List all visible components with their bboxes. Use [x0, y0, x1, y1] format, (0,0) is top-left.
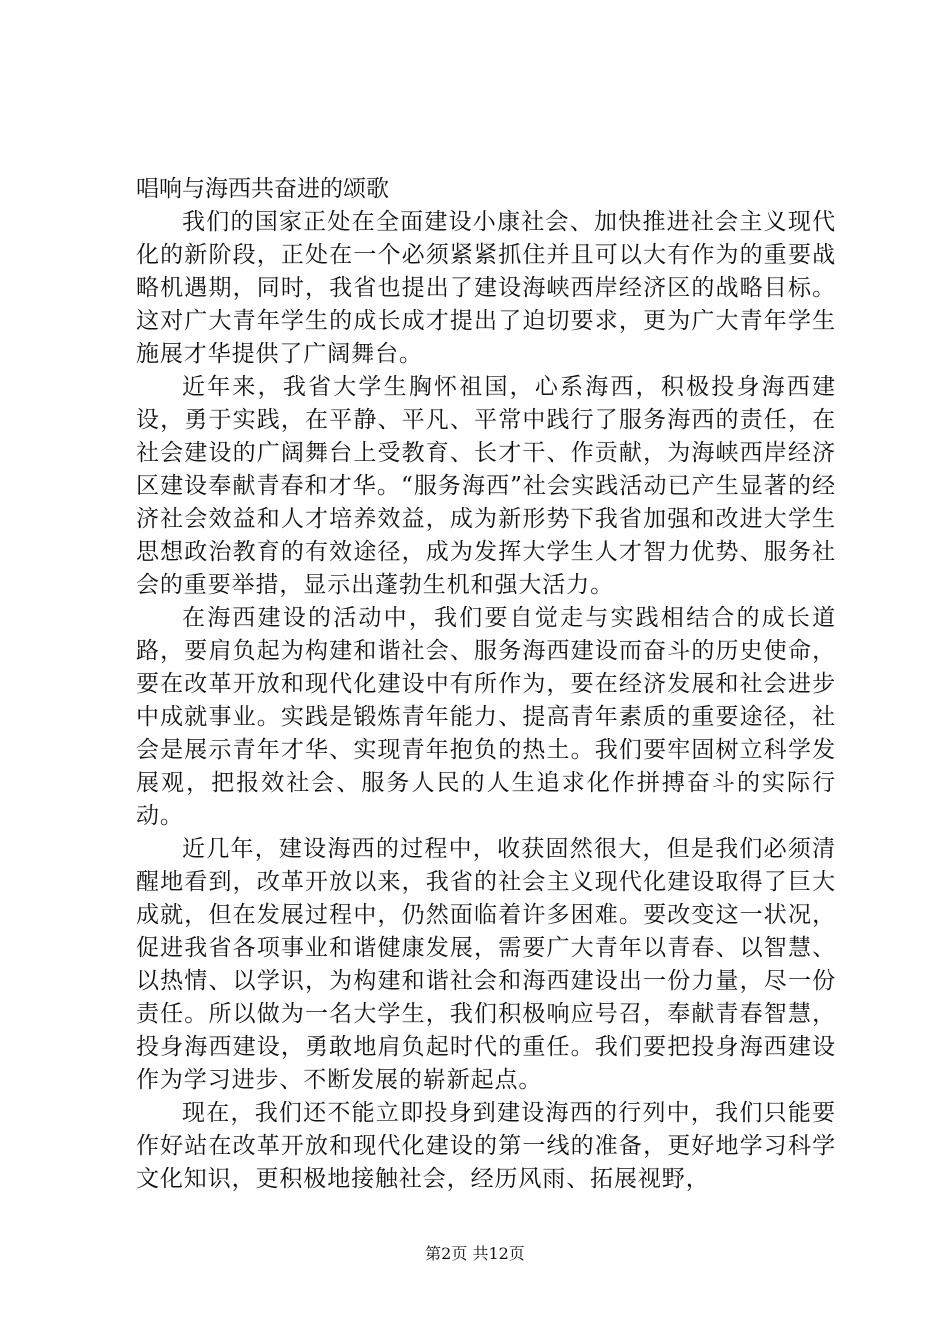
paragraph-1: 我们的国家正处在全面建设小康社会、加快推进社会主义现代化的新阶段，正处在一个必须紧紧抓住并且可以大有作为的重要战略机遇期，同时，我省也提出了建设海峡西岸经济区的战略目标。这对广大青年学生的成长成才提出了迫切要求，更为广大青年学生施展才华提供了广阔舞台。 — [136, 209, 836, 367]
page-number-footer: 第2页 共12页 — [425, 1244, 525, 1263]
paragraph-4: 近几年，建设海西的过程中，收获固然很大，但是我们必须清醒地看到，改革开放以来，我省的社会主义现代化建设取得了巨大成就，但在发展过程中，仍然面临着许多困难。要改变这一状况，促进我省各项事业和谐健康发展，需要广大青年以青春、以智慧、以热情、以学识，为构建和谐社会和海西建设出一份力量，尽一份责任。所以做为一名大学生，我们积极响应号召，奉献青春智慧，投身海西建设，勇敢地肩负起时代的重任。我们要把投身海西建设作为学习进步、不断发展的崭新起点。 — [136, 836, 836, 1093]
paragraph-2: 近年来，我省大学生胸怀祖国，心系海西，积极投身海西建设，勇于实践，在平静、平凡、平常中践行了服务海西的责任，在社会建设的广阔舞台上受教育、长才干、作贡献，为海峡西岸经济区建设奉献青春和才华。“服务海西”社会实践活动已产生显著的经济社会效益和人才培养效益，成为新形势下我省加强和改进大学生思想政治教育的有效途径，成为发挥大学生人才智力优势、服务社会的重要举措，显示出蓬勃生机和强大活力。 — [136, 374, 836, 598]
document-title: 唱响与海西共奋进的颂歌 — [136, 176, 389, 202]
paragraph-5: 现在，我们还不能立即投身到建设海西的行列中，我们只能要作好站在改革开放和现代化建设的第一线的准备，更好地学习科学文化知识，更积极地接触社会，经历风雨、拓展视野， — [136, 1100, 836, 1192]
document-body — [136, 173, 836, 1196]
paragraph-3: 在海西建设的活动中，我们要自觉走与实践相结合的成长道路，要肩负起为构建和谐社会、服务海西建设而奋斗的历史使命，要在改革开放和现代化建设中有所作为，要在经济发展和社会进步中成就事业。实践是锻炼青年能力、提高青年素质的重要途径，社会是展示青年才华、实现青年抱负的热土。我们要牢固树立科学发展观，把报效社会、服务人民的人生追求化作拼搏奋斗的实际行动。 — [136, 605, 836, 829]
